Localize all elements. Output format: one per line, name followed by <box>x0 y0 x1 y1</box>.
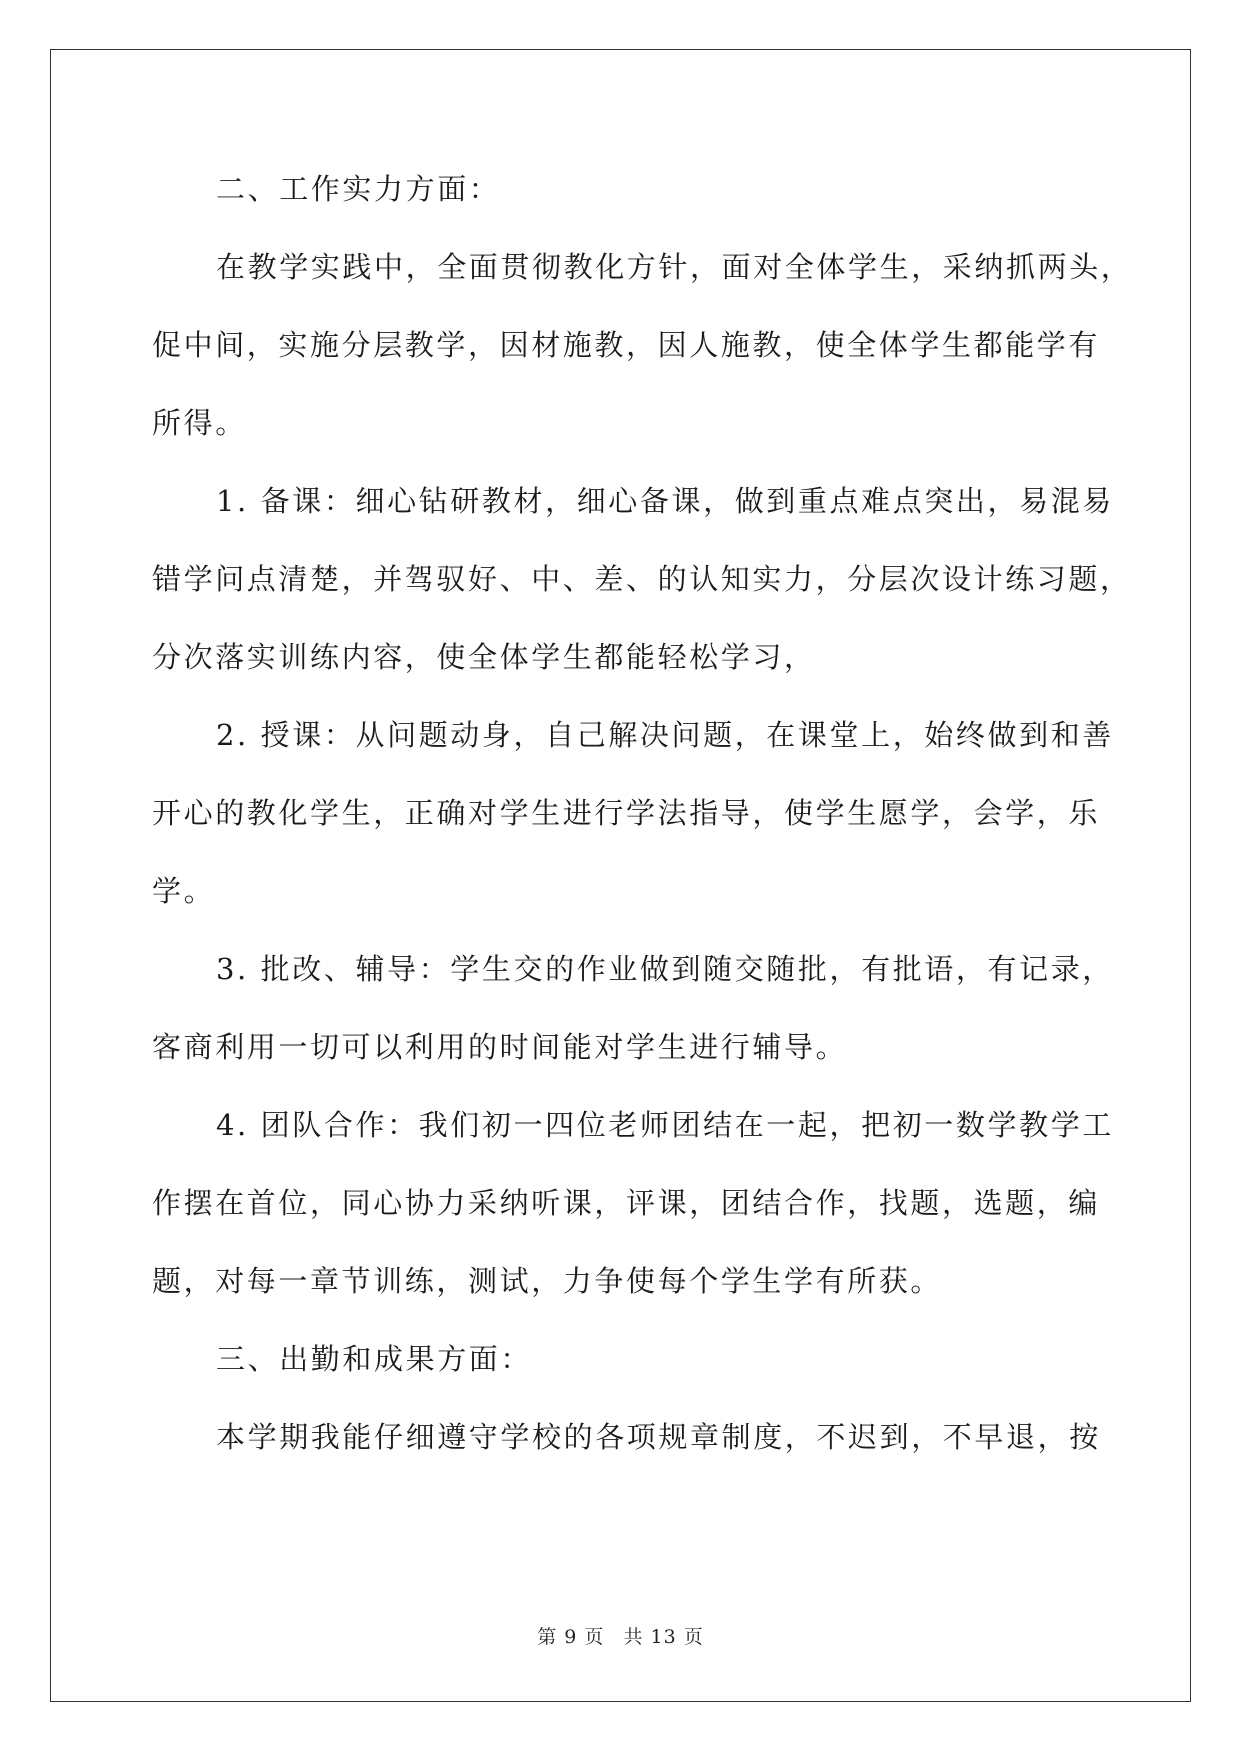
paragraph-lesson-prep <box>152 462 1132 696</box>
text-line: 二、工作实力方面： <box>216 172 501 206</box>
document-body <box>152 150 1133 1476</box>
paragraph-teamwork <box>152 1086 1114 1320</box>
current-page-number: 第 9 页 <box>537 1626 605 1648</box>
text-line: 本学期我能仔细遵守学校的各项规章制度，不迟到，不早退，按 <box>216 1420 1101 1454</box>
text-line: 2. 授课：从问题动身，自己解决问题，在课堂上，始终做到和善 <box>216 718 1114 752</box>
text-line: 题，对每一章节训练，测试，力争使每个学生学有所获。 <box>152 1264 943 1298</box>
text-line: 3. 批改、辅导：学生交的作业做到随交随批，有批语，有记录， <box>216 952 1114 986</box>
text-line: 促中间，实施分层教学，因材施教，因人施教，使全体学生都能学有 <box>152 328 1101 362</box>
text-line: 学。 <box>152 874 216 908</box>
paragraph-attendance <box>152 1398 1101 1476</box>
section-heading-work-ability <box>152 150 1097 228</box>
text-line: 4. 团队合作：我们初一四位老师团结在一起，把初一数学教学工 <box>216 1108 1114 1142</box>
paragraph-grading-tutoring <box>152 930 1114 1086</box>
text-line: 开心的教化学生，正确对学生进行学法指导，使学生愿学，会学，乐 <box>152 796 1101 830</box>
text-line: 错学问点清楚，并驾驭好、中、差、的认知实力，分层次设计练习题， <box>152 562 1132 596</box>
paragraph-teaching <box>152 696 1114 930</box>
total-pages: 共 13 页 <box>623 1626 704 1648</box>
page-footer <box>0 1622 1241 1649</box>
text-line: 1. 备课：细心钻研教材，细心备课，做到重点难点突出，易混易 <box>216 484 1114 518</box>
text-line: 三、出勤和成果方面： <box>216 1342 533 1376</box>
section-heading-attendance <box>152 1320 1097 1398</box>
text-line: 在教学实践中，全面贯彻教化方针，面对全体学生，采纳抓两头， <box>216 250 1133 284</box>
text-line: 客商利用一切可以利用的时间能对学生进行辅导。 <box>152 1030 848 1064</box>
text-line: 作摆在首位，同心协力采纳听课，评课，团结合作，找题，选题，编 <box>152 1186 1101 1220</box>
paragraph-teaching-practice <box>152 228 1133 462</box>
text-line: 分次落实训练内容，使全体学生都能轻松学习， <box>152 640 816 674</box>
text-line: 所得。 <box>152 406 247 440</box>
